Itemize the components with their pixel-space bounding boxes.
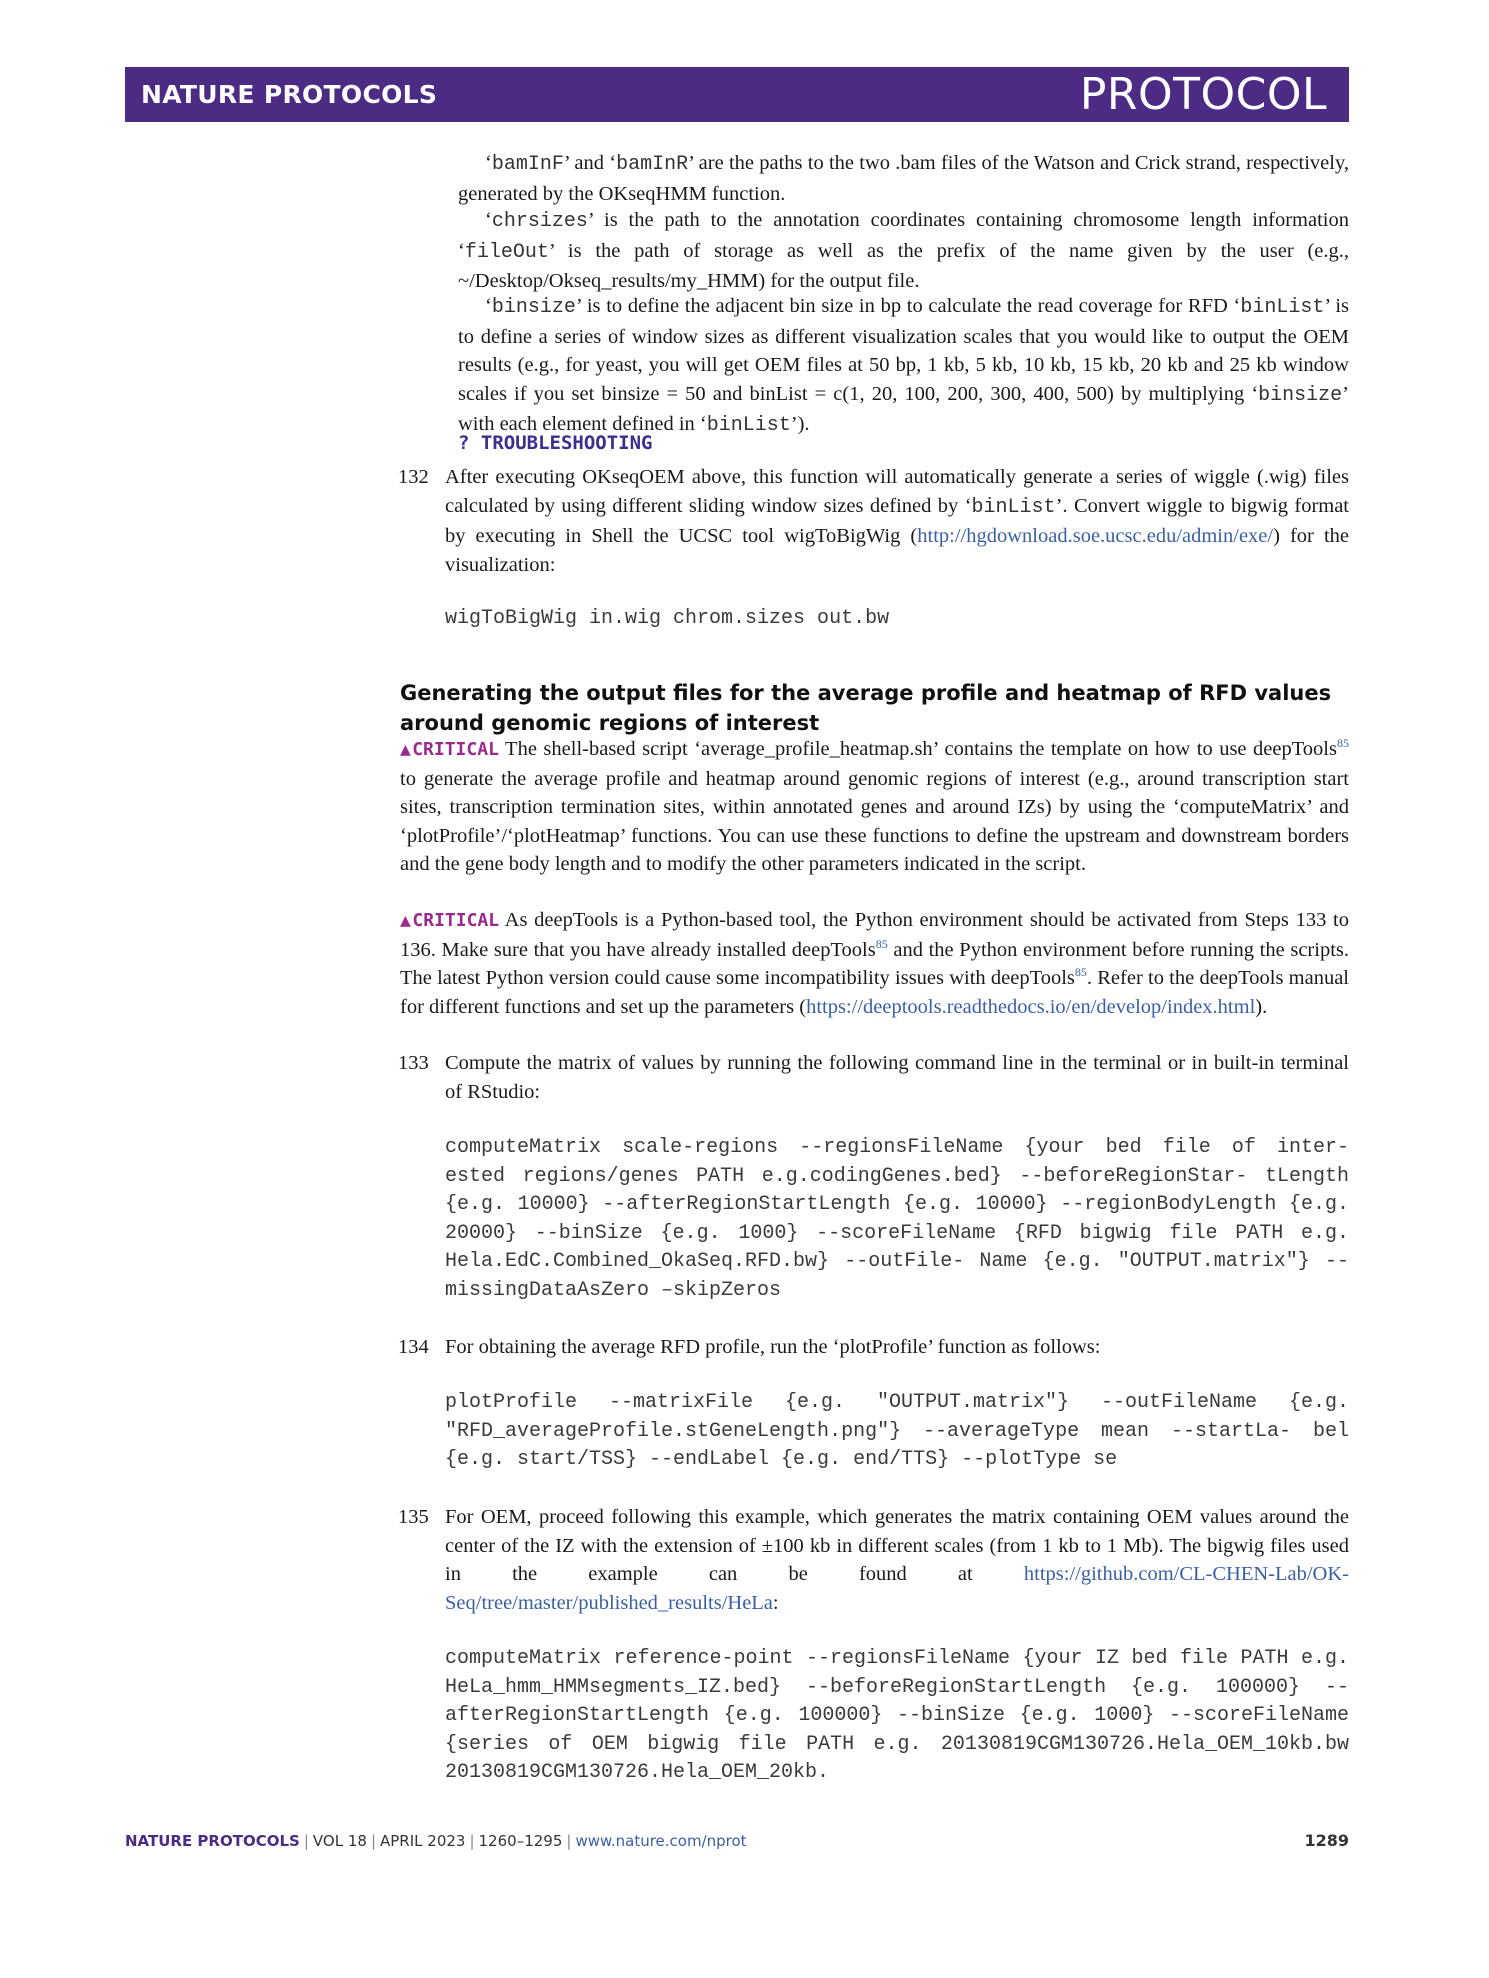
journal-name: NATURE PROTOCOLS bbox=[141, 80, 438, 109]
code-computematrix-reference-point: computeMatrix reference-point --regionsFileName {your IZ bed file PATH e.g. HeLa_hmm_HMMsegments_IZ.bed} --beforeRegionStartLength {e.g. 100000} --afterRegionStartLength {e.g. 100000} --binSize {e.g. 1000} --scoreFileName {series of OEM bigwig file PATH e.g. 20130819CGM130726.Hela_OEM_10kb.bw 20130819CGM130726.Hela_OEM_20kb. bbox=[445, 1647, 1349, 1784]
paragraph-chrsizes: ‘chrsizes’ is the path to the annotation coordinates containing chromosome length information ‘fileOut’ is the path of storage as well as the prefix of the name given by the user (e.g., ~/Desktop/Okseq_results/my_HMM) for the output file. bbox=[458, 209, 1349, 292]
reference-85[interactable]: 85 bbox=[1074, 965, 1087, 980]
ucsc-tools-link[interactable]: http://hgdownload.soe.ucsc.edu/admin/exe/ bbox=[917, 525, 1274, 547]
step-number-132: 132 bbox=[398, 466, 429, 488]
footer-pages: 1260–1295 bbox=[478, 1832, 563, 1850]
article-type: PROTOCOL bbox=[1079, 69, 1327, 120]
github-link[interactable]: https://github.com/CL-CHEN-Lab/OK-Seq/tree/master/published_results/HeLa bbox=[445, 1563, 1349, 1614]
step-number-135: 135 bbox=[398, 1506, 429, 1528]
footer-journal: NATURE PROTOCOLS bbox=[125, 1832, 300, 1850]
reference-85[interactable]: 85 bbox=[875, 936, 888, 951]
paragraph-bam-inputs: ‘bamInF’ and ‘bamInR’ are the paths to the two .bam files of the Watson and Crick strand, respectively, generated by the OKseqHMM function. bbox=[458, 152, 1349, 205]
step-132-text: After executing OKseqOEM above, this function will automatically generate a series of wiggle (.wig) files calculated by using different sliding window sizes defined by ‘binList’. Convert wiggle to bigwig format by executing in Shell the UCSC tool wigToBigWig (http://hgdownload.soe.ucsc.edu/admin/exe/) for the visualization: bbox=[445, 466, 1350, 576]
code-wigtobigwig: wigToBigWig in.wig chrom.sizes out.bw bbox=[445, 607, 890, 630]
journal-header bbox=[125, 67, 1349, 122]
footer-url-link[interactable]: www.nature.com/nprot bbox=[575, 1832, 747, 1850]
reference-85[interactable]: 85 bbox=[1336, 736, 1349, 751]
critical-note-2: ▲CRITICAL As deepTools is a Python-based tool, the Python environment should be activated from Steps 133 to 136. Make sure that you have already installed deepTools$^{85}$ and the Python environment before running the scripts. The latest Python version could cause some incompatibility issues with deepTools$^{85}$. Refer to the deepTools manual for different functions and set up the parameters (https://deeptools.readthedocs.io/en/develop/index.html). bbox=[400, 909, 1349, 1018]
paragraph-binsize: ‘binsize’ is to define the adjacent bin size in bp to calculate the read coverage for RFD ‘binList’ is to define a series of window sizes as different visualization scales that you would like to output the OEM results (e.g., for yeast, you will get OEM files at 50 bp, 1 kb, 5 kb, 10 kb, 15 kb, 20 kb and 25 kb window scales if you set binsize = 50 and binList = c(1, 20, 100, 200, 300, 400, 500) by multiplying ‘binsize’ with each element defined in ‘binList’). bbox=[458, 295, 1350, 437]
code-computematrix-scale-regions: computeMatrix scale-regions --regionsFileName {your bed file of inter- ested regions/genes PATH e.g.codingGenes.bed} --beforeRegionStar- tLength {e.g. 10000} --afterRegionStartLength {e.g. 10000} --regionBodyLength {e.g. 20000} --binSize {e.g. 1000} --scoreFileName {RFD bigwig file PATH e.g. Hela.EdC.Combined_OkaSeq.RFD.bw} --outFile- Name {e.g. "OUTPUT.matrix"} --missingDataAsZero –skipZeros bbox=[445, 1136, 1349, 1302]
footer-date: APRIL 2023 bbox=[380, 1832, 466, 1850]
step-135-text: For OEM, proceed following this example, which generates the matrix containing OEM values around the center of the IZ with the extension of ±100 kb in different scales (from 1 kb to 1 Mb). The bigwig files used in the example can be found at https://github.com/CL-CHEN-Lab/OK-Seq/tree/master/published_results/HeLa: bbox=[445, 1506, 1349, 1614]
footer-volume: VOL 18 bbox=[312, 1832, 367, 1850]
critical-note-1: ▲CRITICAL The shell-based script ‘average_profile_heatmap.sh’ contains the template on how to use deepTools$^{85}$ to generate the average profile and heatmap around genomic regions of interest (e.g., around transcription start sites, transcription termination sites, within annotated genes and around IZs) by using the ‘computeMatrix’ and ‘plotProfile’/‘plotHeatmap’ functions. You can use these functions to define the upstream and downstream borders and the gene body length and to modify the other parameters indicated in the script. bbox=[400, 736, 1349, 875]
critical-label: ▲CRITICAL bbox=[400, 910, 500, 931]
page-number: 1289 bbox=[1304, 1831, 1349, 1850]
code-plotprofile: plotProfile --matrixFile {e.g. "OUTPUT.matrix"} --outFileName {e.g. "RFD_averageProfile.stGeneLength.png"} --averageType mean --startLa- bel {e.g. start/TSS} --endLabel {e.g. end/TTS} --plotType se bbox=[445, 1391, 1349, 1471]
critical-label: ▲CRITICAL bbox=[400, 739, 499, 760]
step-number-134: 134 bbox=[398, 1336, 429, 1358]
section-heading: Generating the output files for the average profile and heatmap of RFD values around genomic regions of interest bbox=[400, 681, 1332, 735]
step-134-text: For obtaining the average RFD profile, run the ‘plotProfile’ function as follows: bbox=[445, 1336, 1101, 1358]
troubleshooting-link[interactable]: ? TROUBLESHOOTING bbox=[458, 432, 653, 454]
deeptools-docs-link[interactable]: https://deeptools.readthedocs.io/en/develop/index.html bbox=[806, 995, 1256, 1018]
step-number-133: 133 bbox=[398, 1052, 429, 1074]
step-133-text: Compute the matrix of values by running the following command line in the terminal or in built-in terminal of RStudio: bbox=[445, 1052, 1349, 1103]
